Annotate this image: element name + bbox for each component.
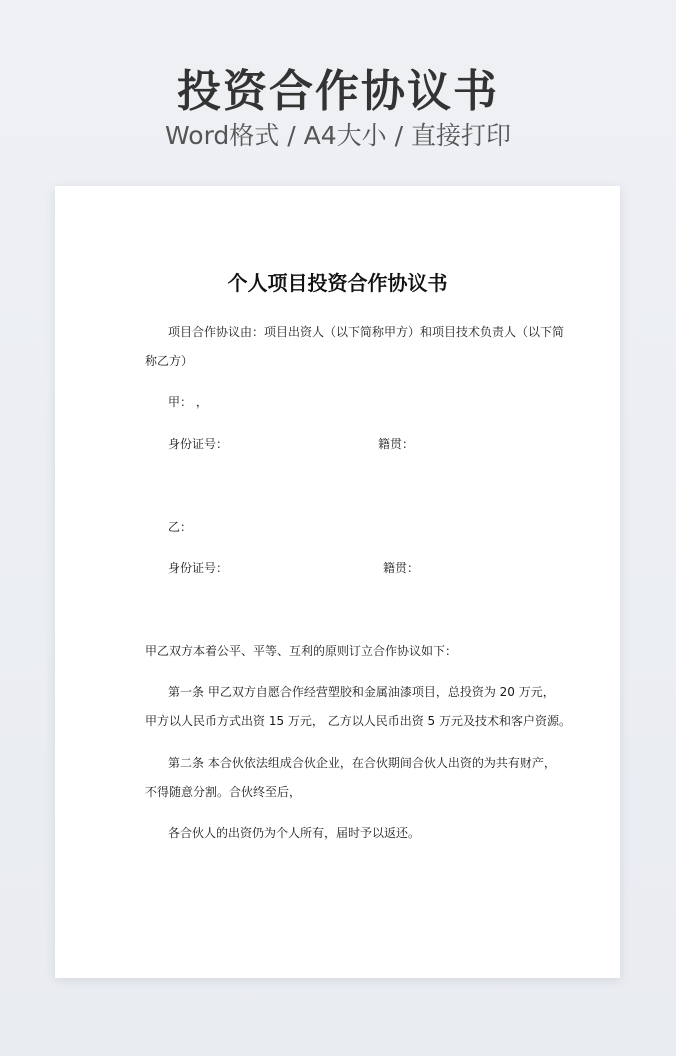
intro-line-1: 项目合作协议由：项目出资人（以下简称甲方）和项目技术负责人（以下简: [168, 325, 565, 339]
article-2-line-1: 第二条 本合伙依法组成合伙企业，在合伙期间合伙人出资的为共有财产，: [168, 756, 556, 770]
intro-line-2: 称乙方）: [145, 354, 194, 368]
party-b-native-label: 籍贯：: [383, 561, 420, 575]
document-page: [55, 186, 620, 978]
banner-subtitle: Word格式 / A4大小 / 直接打印: [165, 121, 511, 150]
party-a-id-label: 身份证号：: [168, 437, 229, 451]
party-b-line: 乙：: [168, 520, 193, 534]
banner-title: 投资合作协议书: [177, 66, 499, 117]
article-2-line-2: 不得随意分割。合伙终至后，: [145, 785, 302, 799]
article-2-line-3: 各合伙人的出资仍为个人所有，届时予以返还。: [168, 826, 421, 840]
article-1-line-1: 第一条 甲乙双方自愿合作经营塑胶和金属油漆项目，总投资为 20 万元，: [168, 685, 555, 699]
party-a-native-label: 籍贯：: [378, 437, 415, 451]
document-title: 个人项目投资合作协议书: [227, 271, 448, 295]
party-a-line: 甲： ，: [168, 395, 208, 409]
party-b-id-label: 身份证号：: [168, 561, 229, 575]
principle-text: 甲乙双方本着公平、平等、互利的原则订立合作协议如下：: [145, 644, 458, 658]
article-1-line-2: 甲方以人民币方式出资 15 万元， 乙方以人民币出资 5 万元及技术和客户资源。: [145, 714, 571, 728]
